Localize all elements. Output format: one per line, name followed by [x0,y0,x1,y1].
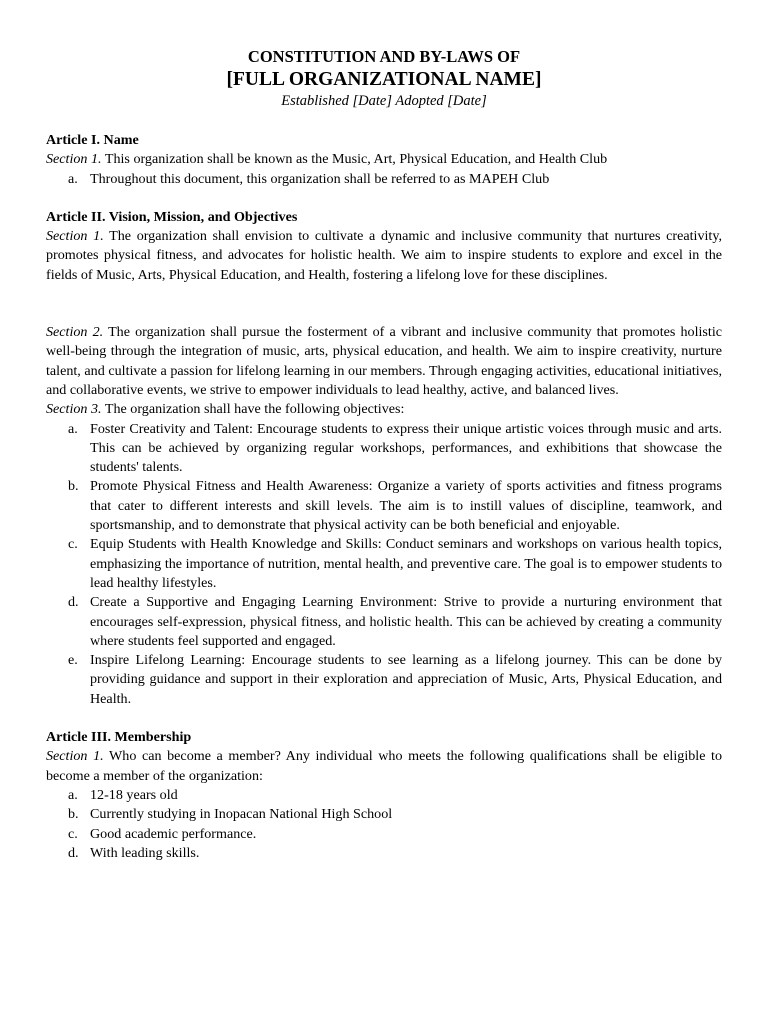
list-item-text: Good academic performance. [90,825,257,842]
list-item-text: Currently studying in Inopacan National High School [90,806,393,823]
article2-section1 [46,227,722,285]
document-title-line1: CONSTITUTION AND BY-LAWS OF [247,47,521,66]
section-text: The organization shall envision to cultivate a dynamic and inclusive community that nurtures creativity, promotes physical fitness, and advocates for holistic health. We aim to inspire students to explore and excel in the fields of Music, Arts, Physical Education, and Health, fostering a lifelong love for these disciplines. [46,228,722,283]
list-marker: d. [68,844,79,861]
list-marker: c. [68,825,78,842]
section-label: Section 3. [46,401,102,418]
list-marker: b. [68,478,79,495]
article-heading: Article II. Vision, Mission, and Objectives [46,208,298,225]
document-subtitle: Established [Date] Adopted [Date] [281,93,487,109]
document-title-line2: [FULL ORGANIZATIONAL NAME] [226,69,542,90]
article-heading: Article III. Membership [46,729,192,746]
list-item [46,844,722,863]
list-item-text: Equip Students with Health Knowledge and Skills: Conduct seminars and workshops on various health topics, emphasizing the importance of nutrition, mental health, and preventive care. The goal is to empower students to lead healthy lifestyles. [90,536,722,591]
list-item [46,420,722,478]
article-2 [46,208,722,709]
section-label: Section 2. [46,324,104,341]
list-item-text: Throughout this document, this organization shall be referred to as MAPEH Club [90,170,550,187]
article2-section3 [46,400,722,419]
section-text: This organization shall be known as the Music, Art, Physical Education, and Health Club [104,151,608,168]
article1-items [46,170,722,189]
list-item [46,825,722,844]
list-item-text: Foster Creativity and Talent: Encourage students to express their unique artistic voices through music and arts. This can be achieved by organizing regular workshops, performances, and exhibitions that showcase the students' talents. [90,420,722,476]
list-marker: a. [68,420,78,437]
list-marker: b. [68,806,79,823]
list-item-text: Inspire Lifelong Learning: Encourage students to see learning as a lifelong journey. This can be done by providing guidance and support in their exploration and appreciation of Music, Arts, Physical Education, and Health. [90,652,722,707]
list-item [46,593,722,651]
article-heading: Article I. Name [46,132,139,148]
list-item [46,477,722,535]
section-text: Who can become a member? Any individual who meets the following qualifications shall be eligible to become a member of the organization: [46,748,722,784]
article3-section1 [46,747,722,786]
section-label: Section 1. [46,748,104,765]
list-marker: c. [68,536,78,553]
article1-section1 [46,150,722,169]
list-marker: e. [68,652,78,669]
section-text: The organization shall have the following objectives: [104,401,405,418]
section-text: The organization shall pursue the fosterment of a vibrant and inclusive community that promotes holistic well-being through the integration of music, arts, physical education, and health. We aim to inspire creativity, nurture talent, and cultivate a passion for lifelong learning in our members. Through engaging activities, educational initiatives, and collaborative events, we strive to empower individuals to lead healthy, active, and balanced lives. [46,324,722,398]
list-item [46,651,722,709]
article-3 [46,728,722,863]
list-item [46,786,722,805]
list-marker: d. [68,594,79,611]
list-item-text: Promote Physical Fitness and Health Awareness: Organize a variety of sports activities and fitness programs that cater to different interests and skill levels. The aim is to instill values of discipline, teamwork, and sportsmanship, and to demonstrate that physical activity can be both beneficial and enjoyable. [90,478,722,534]
objectives-list [46,420,722,709]
list-item-text: 12-18 years old [90,786,178,803]
section-label: Section 1. [46,228,104,245]
list-item-text: With leading skills. [90,844,200,861]
list-item [46,170,722,189]
list-item [46,805,722,824]
list-marker: a. [68,170,78,187]
list-item [46,535,722,593]
article2-section2 [46,323,722,400]
qualifications-list [46,786,722,863]
section-label: Section 1. [46,151,102,168]
article-1 [46,131,722,189]
list-marker: a. [68,786,78,803]
list-item-text: Create a Supportive and Engaging Learning Environment: Strive to provide a nurturing environment that encourages self-expression, physical fitness, and holistic health. This can be achieved by creating a community where students feel supported and engaged. [90,594,722,649]
